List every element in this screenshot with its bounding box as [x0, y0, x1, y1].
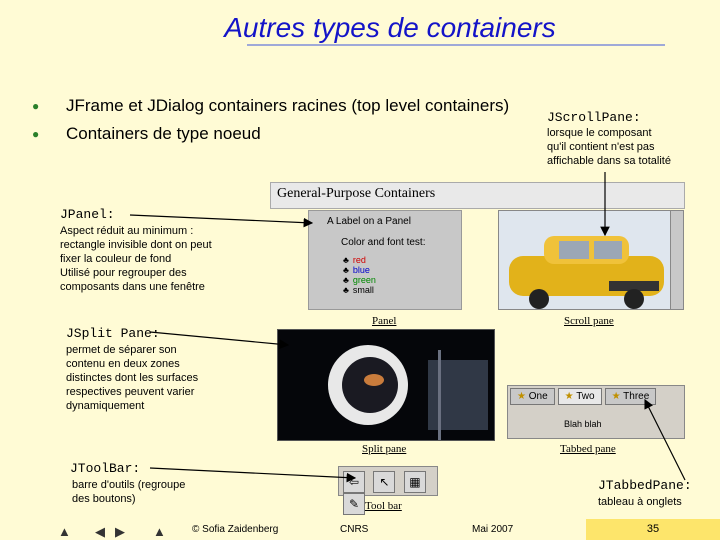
bullet-text: JFrame et JDialog containers racines (top level containers)	[66, 96, 510, 115]
arrow-splitpane	[150, 332, 288, 345]
tab-label: Three	[623, 391, 650, 402]
splitpane-desc-line: permet de séparer son	[66, 344, 177, 356]
tab-label: One	[528, 391, 548, 402]
splitpane-desc-line: respectives peuvent varier	[66, 386, 195, 398]
legend-label: blue	[352, 265, 370, 275]
splitpane-desc-line: dynamiquement	[66, 400, 145, 412]
panel-demo-title: A Label on a Panel	[327, 216, 411, 227]
toolbar-label: JToolBar:	[70, 461, 141, 476]
scrollpane-desc-line: lorsque le composant	[547, 127, 652, 139]
bullet-icon: ●	[32, 99, 40, 113]
arrow-toolbar	[150, 468, 355, 478]
splitpane-desc-line: contenu en deux zones	[66, 358, 180, 370]
jpanel-desc-line: fixer la couleur de fond	[60, 253, 172, 265]
scrollpane-desc-line: qu'il contient n'est pas	[547, 141, 655, 153]
arrow-tabbedpane	[645, 400, 685, 480]
caption-tabbed: Tabbed pane	[560, 443, 616, 455]
scrollpane-label: JScrollPane:	[547, 110, 641, 125]
toolbar-desc-line: barre d'outils (regroupe	[72, 479, 186, 491]
jpanel-label: JPanel:	[60, 207, 115, 222]
legend-label: green	[352, 275, 376, 285]
club-icon: ♣	[343, 255, 349, 265]
arrow-jpanel	[130, 215, 312, 223]
toolbar-desc-line: des boutons)	[72, 493, 136, 505]
nav-prev-icon[interactable]: ◀	[95, 524, 105, 539]
legend-label: red	[352, 255, 366, 265]
legend-label: small	[352, 285, 374, 295]
tab-content: Blah blah	[564, 419, 602, 429]
jpanel-desc-line: rectangle invisible dont on peut	[60, 239, 212, 251]
splitpane-label: JSplit Pane:	[66, 326, 160, 341]
star-icon: ★	[611, 391, 621, 402]
back-arrow-icon[interactable]: ⇦	[343, 471, 365, 493]
nav-next-icon[interactable]: ▶	[115, 524, 125, 539]
star-icon: ★	[564, 391, 574, 402]
club-icon: ♣	[343, 275, 349, 285]
bullet-text: Containers de type noeud	[66, 124, 261, 143]
page-number: 35	[586, 519, 720, 540]
caption-scroll: Scroll pane	[564, 315, 614, 327]
jpanel-desc-line: composants dans une fenêtre	[60, 281, 205, 293]
caption-panel: Panel	[372, 315, 397, 327]
jpanel-desc-line: Aspect réduit au minimum :	[60, 225, 194, 237]
club-icon: ♣	[343, 285, 349, 295]
footer-org: CNRS	[340, 524, 369, 535]
panel-demo-subtitle: Color and font test:	[341, 237, 426, 248]
caption-split: Split pane	[362, 443, 407, 455]
image-icon[interactable]: ▦	[404, 471, 426, 493]
scrollpane-desc-line: affichable dans sa totalité	[547, 155, 671, 167]
caption-toolbar: Tool bar	[365, 500, 402, 512]
gp-containers-header-text: General-Purpose Containers	[277, 186, 436, 201]
footer-date: Mai 2007	[472, 524, 514, 535]
star-icon: ★	[517, 391, 526, 402]
splitpane-desc-line: distinctes dont les surfaces	[66, 372, 199, 384]
footer-author: © Sofia Zaidenberg	[192, 524, 279, 535]
tabbedpane-desc: tableau à onglets	[598, 496, 682, 508]
cursor-icon[interactable]: ↖	[373, 471, 395, 493]
tabbedpane-label: JTabbedPane:	[598, 478, 692, 493]
club-icon: ♣	[343, 265, 349, 275]
bullet-icon: ●	[32, 127, 40, 141]
tab-label: Two	[576, 391, 595, 402]
page-title: Autres types de containers	[224, 12, 556, 43]
nav-first-icon[interactable]: ▲	[58, 524, 71, 539]
nav-last-icon[interactable]: ▲	[153, 524, 166, 539]
jpanel-desc-line: Utilisé pour regrouper des	[60, 267, 187, 279]
palette-icon[interactable]: ✎	[343, 493, 365, 515]
